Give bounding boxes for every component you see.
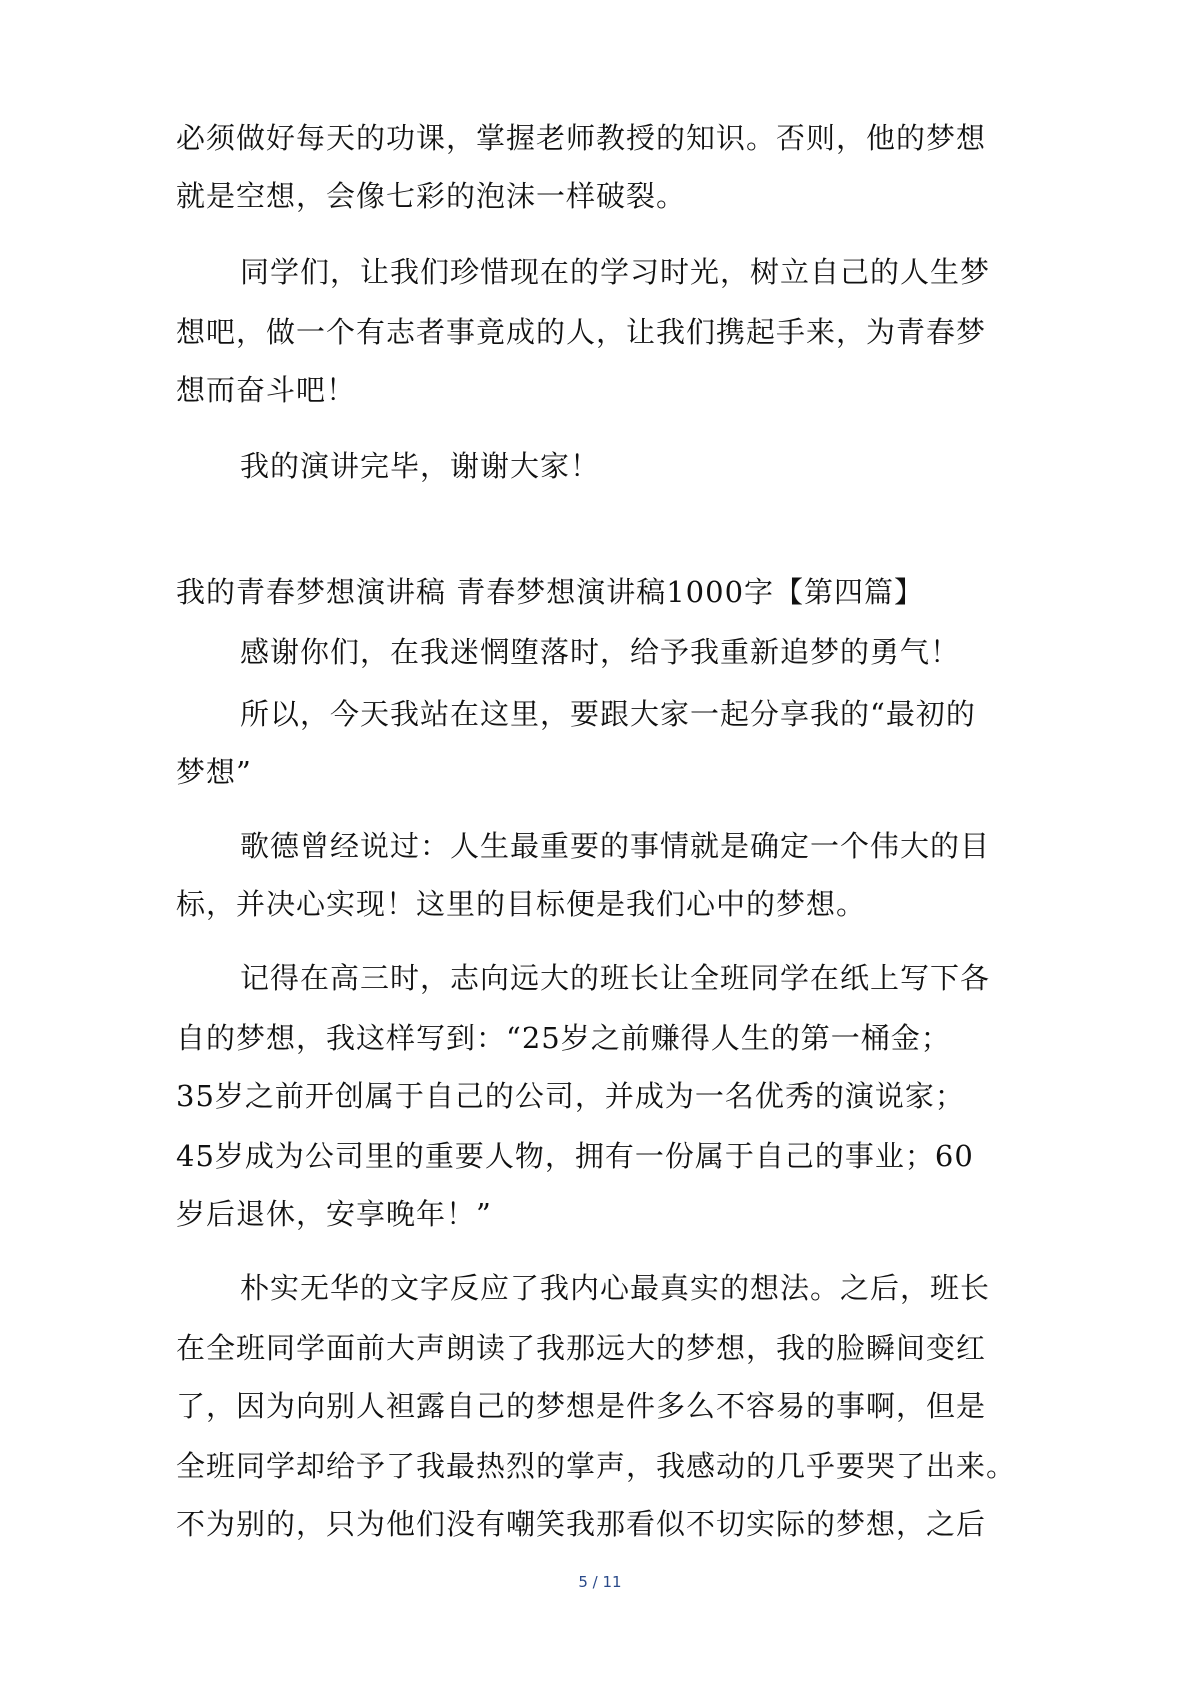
paragraph-line: 标，并决心实现！这里的目标便是我们心中的梦想。: [176, 887, 867, 921]
paragraph-line: 朴实无华的文字反应了我内心最真实的想法。之后，班长: [240, 1271, 991, 1305]
paragraph-line: 想吧，做一个有志者事竟成的人，让我们携起手来，为青春梦: [176, 315, 987, 349]
paragraph-line: 我的演讲完毕，谢谢大家！: [240, 449, 601, 483]
section-heading: 我的青春梦想演讲稿 青春梦想演讲稿1000字【第四篇】: [176, 575, 925, 609]
paragraph-line: 了，因为向别人袒露自己的梦想是件多么不容易的事啊，但是: [176, 1389, 987, 1423]
paragraph-line: 不为别的，只为他们没有嘲笑我那看似不切实际的梦想，之后: [176, 1507, 987, 1541]
paragraph-line: 必须做好每天的功课，掌握老师教授的知识。否则，他的梦想: [176, 121, 987, 155]
paragraph-line: 就是空想，会像七彩的泡沫一样破裂。: [176, 179, 687, 213]
paragraph-line: 歌德曾经说过：人生最重要的事情就是确定一个伟大的目: [240, 829, 991, 863]
paragraph-line: 35岁之前开创属于自己的公司，并成为一名优秀的演说家；: [176, 1079, 965, 1113]
page-number: 5 / 11: [578, 1573, 622, 1591]
paragraph-line: 想而奋斗吧！: [176, 373, 357, 407]
paragraph-line: 在全班同学面前大声朗读了我那远大的梦想，我的脸瞬间变红: [176, 1331, 987, 1365]
paragraph-line: 感谢你们，在我迷惘堕落时，给予我重新追梦的勇气！: [240, 635, 961, 669]
paragraph-line: 自的梦想，我这样写到：“25岁之前赚得人生的第一桶金；: [176, 1021, 951, 1055]
paragraph-line: 45岁成为公司里的重要人物，拥有一份属于自己的事业；60: [176, 1139, 974, 1173]
paragraph-line: 同学们，让我们珍惜现在的学习时光，树立自己的人生梦: [240, 255, 991, 289]
paragraph-line: 岁后退休，安享晚年！”: [176, 1197, 492, 1231]
paragraph-line: 全班同学却给予了我最热烈的掌声，我感动的几乎要哭了出来。: [176, 1449, 1017, 1483]
paragraph-line: 所以，今天我站在这里，要跟大家一起分享我的“最初的: [240, 697, 976, 731]
paragraph-line: 梦想”: [176, 755, 252, 789]
paragraph-line: 记得在高三时，志向远大的班长让全班同学在纸上写下各: [240, 961, 991, 995]
